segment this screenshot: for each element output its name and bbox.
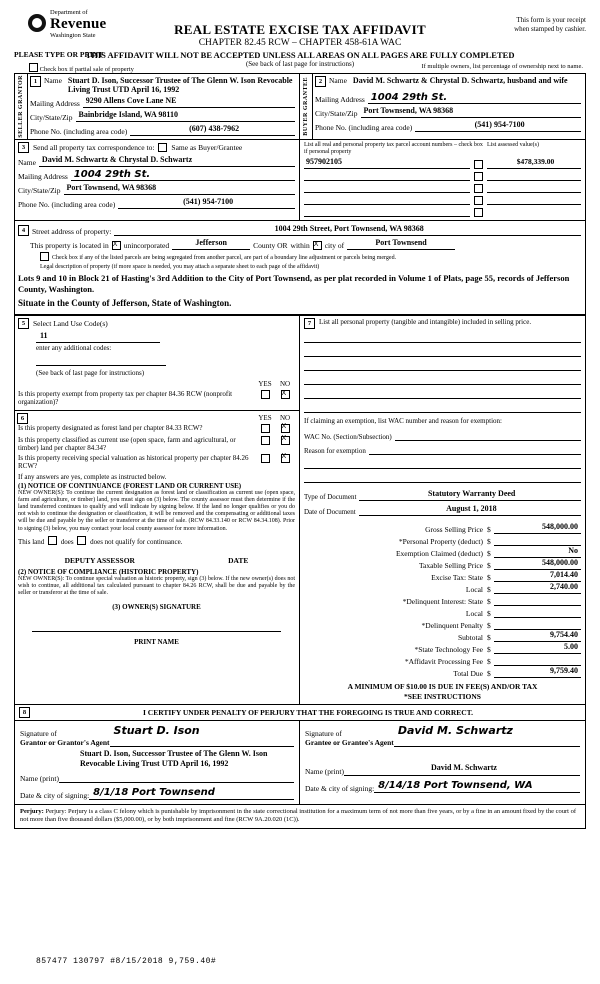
section-4 bbox=[14, 221, 586, 315]
corr-name-label: Name bbox=[18, 158, 36, 168]
type-of-document-label: Type of Document bbox=[304, 493, 357, 502]
buyer-mailing-label: Mailing Address bbox=[315, 95, 365, 104]
owner-signature-line[interactable] bbox=[32, 621, 281, 632]
assessed-value-2[interactable] bbox=[487, 181, 581, 193]
assessed-heading: List assessed value(s) bbox=[487, 142, 539, 149]
see-back-note: (See back of last page for instructions) bbox=[36, 369, 145, 378]
partial-sale-checkbox-group[interactable] bbox=[29, 63, 134, 73]
parcel-number-1[interactable] bbox=[304, 169, 470, 181]
delinquent-penalty-value[interactable] bbox=[494, 618, 581, 630]
parcel-personal-checkbox-1[interactable] bbox=[474, 172, 483, 181]
street-address-label: Street address of property: bbox=[32, 227, 112, 237]
total-due-label: Total Due bbox=[453, 669, 483, 679]
parcel-heading: List all real and personal property tax parcel account numbers – check box if personal property bbox=[304, 142, 483, 156]
exemption-claim-label: If claiming an exemption, list WAC number and reason for exemption: bbox=[304, 417, 502, 426]
partial-sale-label: Check box if partial sale of property bbox=[39, 66, 134, 73]
grantee-name-print-label: Name (print) bbox=[305, 767, 344, 777]
section-3 bbox=[14, 139, 586, 221]
owners-signature-title: (3) OWNER(S) SIGNATURE bbox=[112, 603, 201, 612]
dollar-sign: $ bbox=[487, 633, 491, 643]
date-of-document-value[interactable]: August 1, 2018 bbox=[359, 504, 581, 516]
parcel-row bbox=[304, 157, 483, 169]
partial-sale-checkbox[interactable] bbox=[29, 63, 38, 72]
tax-row bbox=[304, 558, 581, 570]
dollar-sign: $ bbox=[487, 537, 491, 547]
notice-compliance-title: (2) NOTICE OF COMPLIANCE (HISTORIC PROPERTY) bbox=[18, 567, 199, 576]
type-or-print-label: PLEASE TYPE OR PRINT bbox=[14, 50, 104, 59]
tax-row bbox=[304, 594, 581, 606]
minimum-due-note: A MINIMUM OF $10.00 IS DUE IN FEE(S) AND/OR TAX *SEE INSTRUCTIONS bbox=[347, 682, 538, 701]
delinquent-interest-local-value[interactable] bbox=[494, 606, 581, 618]
parcel-number-2[interactable] bbox=[304, 181, 470, 193]
revenue-label: Revenue bbox=[50, 15, 107, 32]
dollar-sign: $ bbox=[487, 549, 491, 559]
yes-header-6: YES bbox=[258, 413, 272, 422]
seller-mailing-value[interactable]: 9290 Allens Cove Lane NE bbox=[83, 96, 295, 108]
section-4-number: 4 bbox=[18, 225, 29, 236]
tax-row bbox=[304, 570, 581, 582]
buyer-phone-label: Phone No. (including area code) bbox=[315, 123, 413, 132]
assessed-value-3[interactable] bbox=[487, 193, 581, 205]
historic-row bbox=[18, 454, 295, 470]
grantee-signature-label: Signature of Grantee or Grantee's Agent bbox=[305, 729, 394, 748]
forest-land-no-checkbox[interactable] bbox=[281, 424, 290, 433]
seller-citystate-value[interactable]: Bainbridge Island, WA 98110 bbox=[76, 110, 296, 122]
no-header-5: NO bbox=[279, 380, 291, 389]
parcel-row bbox=[304, 181, 483, 193]
section-7-header bbox=[304, 318, 581, 329]
grantor-signature-label: Signature of Grantor or Grantor's Agent bbox=[20, 729, 110, 748]
taxable-selling-price-value[interactable]: 548,000.00 bbox=[494, 558, 581, 570]
grantee-date-label: Date & city of signing: bbox=[305, 784, 375, 794]
parcel-personal-checkbox-0[interactable] bbox=[474, 160, 483, 169]
parcel-number-4[interactable] bbox=[304, 205, 470, 217]
segregation-note: Check box if any of the listed parcels are being segregated from another parcel, are part of a boundary line adjustment or parcels being merged. bbox=[52, 255, 397, 262]
sections-5-6-7 bbox=[14, 315, 586, 705]
excise-tax-local-value[interactable]: 2,740.00 bbox=[494, 582, 581, 594]
personal-property-line-2[interactable] bbox=[304, 346, 581, 357]
agency-logo bbox=[28, 10, 106, 39]
certify-statement: I CERTIFY UNDER PENALTY OF PERJURY THAT THE FOREGOING IS TRUE AND CORRECT. bbox=[142, 708, 473, 718]
exempt-question-row bbox=[18, 390, 295, 406]
section-3-title: Send all property tax correspondence to: bbox=[33, 143, 155, 153]
seller-block bbox=[15, 74, 300, 139]
excise-tax-state-value[interactable]: 7,014.40 bbox=[494, 570, 581, 582]
seller-citystate-label: City/State/Zip bbox=[30, 113, 73, 123]
delinquent-interest-local-label: Local bbox=[465, 609, 483, 619]
reason-exemption-line-3[interactable] bbox=[304, 472, 581, 483]
notice-continuance-body: NEW OWNER(S): To continue the current designation as forest land or classification as current use (open space, farm and agriculture, or timber) land, you must sign on (3) below. The county assessor must then determine if the land transferred continues to qualify and will indicate by signing below. If the land no longer qualifies or you do not wish to continue the designation or classification, it will be removed and the compensating or additional taxes will be due and payable by the seller or transferor at the time of sale. (RCW 84.33.140 or RCW 84.34.108). Prior to signing (3) below, you may contact your local county assessor for more information. bbox=[18, 489, 295, 532]
personal-property-line-3[interactable] bbox=[304, 360, 581, 371]
perjury-label: Perjury: bbox=[20, 808, 44, 816]
seller-section-number: 1 bbox=[30, 76, 41, 87]
tax-row bbox=[304, 630, 581, 642]
perjury-notice bbox=[15, 804, 585, 827]
exemption-claimed-value[interactable]: No bbox=[494, 546, 581, 558]
buyer-side-label: BUYER GRANTEE bbox=[300, 74, 313, 139]
parcel-list bbox=[304, 157, 483, 217]
assessed-value-1[interactable] bbox=[487, 169, 581, 181]
dollar-sign: $ bbox=[487, 561, 491, 571]
parcel-personal-checkbox-3[interactable] bbox=[474, 196, 483, 205]
buyer-section-number: 2 bbox=[315, 76, 326, 87]
unincorporated-label: unincorporated bbox=[123, 241, 170, 251]
parcel-personal-checkbox-4[interactable] bbox=[474, 208, 483, 217]
forest-land-row bbox=[18, 424, 295, 434]
exempt-question-text: Is this property exempt from property tax per chapter 84.36 RCW (nonprofit organization)? bbox=[18, 390, 233, 407]
current-use-question: Is this property classified as current use (open space, farm and agricultural, or timber) land per chapter 84.34? bbox=[18, 435, 236, 452]
tax-calculation-table bbox=[304, 522, 581, 678]
grantor-name-print-label: Name (print) bbox=[20, 774, 59, 784]
same-as-buyer-label: Same as Buyer/Grantee bbox=[171, 143, 243, 153]
personal-property-line-1[interactable] bbox=[304, 332, 581, 343]
section-7-column bbox=[300, 316, 585, 704]
dollar-sign: $ bbox=[487, 645, 491, 655]
does-not-qualify-checkbox[interactable] bbox=[77, 536, 86, 545]
section-3-header bbox=[18, 142, 295, 153]
seller-name-value[interactable]: Stuart D. Ison, Successor Trustee of The Glenn W. Ison Revocable Living Trust UTD April 16, 1992 bbox=[67, 76, 293, 95]
reason-exemption-line-2[interactable] bbox=[304, 458, 581, 469]
notice-continuance-title: (1) NOTICE OF CONTINUANCE (FOREST LAND OR CURRENT USE) bbox=[18, 481, 242, 490]
subtotal-value[interactable]: 9,754.40 bbox=[494, 630, 581, 642]
form-notice: THIS AFFIDAVIT WILL NOT BE ACCEPTED UNLESS ALL AREAS ON ALL PAGES ARE FULLY COMPLETED bbox=[85, 50, 515, 60]
historic-no-checkbox[interactable] bbox=[281, 454, 290, 463]
no-header-6: NO bbox=[279, 413, 291, 422]
grantee-signature-block bbox=[300, 721, 585, 804]
personal-property-deduct-value[interactable] bbox=[494, 534, 581, 546]
seller-mailing-label: Mailing Address bbox=[30, 99, 80, 109]
page-title: REAL ESTATE EXCISE TAX AFFIDAVIT bbox=[174, 22, 426, 37]
receipt-note: This form is your receipt when stamped by cashier. bbox=[514, 16, 586, 33]
buyer-mailing-value[interactable]: 1004 29th St. bbox=[368, 92, 581, 104]
section-5-title: Select Land Use Code(s) bbox=[33, 319, 108, 329]
section-8-header bbox=[15, 705, 585, 721]
historic-question: Is this property receiving special valuation as historical property per chapter 84.26 RCW? bbox=[18, 453, 249, 470]
dollar-sign: $ bbox=[487, 597, 491, 607]
this-land-label: This land bbox=[18, 537, 45, 546]
dollar-sign: $ bbox=[487, 585, 491, 595]
forest-land-yes-checkbox[interactable] bbox=[261, 424, 270, 433]
tax-row bbox=[304, 642, 581, 654]
city-checkbox[interactable] bbox=[313, 241, 322, 250]
grantor-signature-value[interactable]: Stuart D. Ison bbox=[110, 724, 294, 747]
city-name-value[interactable]: Port Townsend bbox=[347, 238, 455, 250]
yes-header-5: YES bbox=[258, 380, 272, 389]
corr-citystate-label: City/State/Zip bbox=[18, 186, 61, 196]
dollar-sign: $ bbox=[487, 621, 491, 631]
dollar-sign: $ bbox=[487, 657, 491, 667]
seller-name-label: Name bbox=[44, 76, 62, 85]
forest-land-question: Is this property designated as forest land per chapter 84.33 RCW? bbox=[18, 423, 203, 432]
buyer-name-value[interactable]: David M. Schwartz & Chrystal D. Schwartz, husband and wife bbox=[352, 76, 568, 85]
section-7-title: List all personal property (tangible and intangible) included in selling price. bbox=[319, 318, 532, 327]
buyer-name-label: Name bbox=[329, 76, 347, 85]
buyer-citystate-label: City/State/Zip bbox=[315, 109, 358, 118]
current-use-row bbox=[18, 436, 295, 452]
dollar-sign: $ bbox=[487, 609, 491, 619]
tax-row bbox=[304, 522, 581, 534]
assessed-value-0[interactable]: $478,339.00 bbox=[487, 157, 581, 169]
situate-line: Situate in the County of Jefferson, State of Washington. bbox=[18, 298, 232, 309]
personal-property-line-6[interactable] bbox=[304, 402, 581, 413]
grantor-date-value[interactable]: 8/1/18 Port Townsend bbox=[89, 787, 294, 800]
exemption-claimed-label: Exemption Claimed (deduct) bbox=[395, 549, 483, 559]
total-due-value[interactable]: 9,759.40 bbox=[494, 666, 581, 678]
grantee-name-print-value[interactable]: David M. Schwartz bbox=[344, 763, 580, 776]
exempt-yes-checkbox[interactable] bbox=[261, 390, 270, 399]
tax-row bbox=[304, 534, 581, 546]
corr-mailing-label: Mailing Address bbox=[18, 172, 68, 182]
county-name-value[interactable]: Jefferson bbox=[172, 238, 250, 250]
current-use-yes-checkbox[interactable] bbox=[261, 436, 270, 445]
section-5-number: 5 bbox=[18, 318, 29, 329]
parcel-personal-checkbox-2[interactable] bbox=[474, 184, 483, 193]
subtotal-label: Subtotal bbox=[457, 633, 483, 643]
corr-name-value[interactable]: David M. Schwartz & Chrystal D. Schwartz bbox=[39, 155, 295, 167]
state-label: Washington State bbox=[50, 31, 96, 39]
parcel-row bbox=[304, 169, 483, 181]
section-3-number: 3 bbox=[18, 142, 29, 153]
receipt-stamp: 857477 130797 #8/15/2018 9,759.40# bbox=[36, 957, 217, 966]
grantor-name-print-value[interactable] bbox=[59, 770, 294, 783]
reason-exemption-value[interactable] bbox=[369, 443, 581, 455]
print-name-label: PRINT NAME bbox=[134, 638, 179, 647]
corr-phone-value[interactable]: (541) 954-7100 bbox=[118, 197, 295, 209]
county-or-label: County OR bbox=[253, 241, 288, 251]
affidavit-processing-fee-value[interactable] bbox=[494, 654, 581, 666]
historic-yes-checkbox[interactable] bbox=[261, 454, 270, 463]
multiple-owners-note: If multiple owners, list percentage of ownership next to name. bbox=[421, 63, 583, 70]
reason-exemption-label: Reason for exemption bbox=[304, 447, 366, 456]
tax-row bbox=[304, 666, 581, 678]
tax-row bbox=[304, 618, 581, 630]
delinquent-penalty-label: *Delinquent Penalty bbox=[421, 621, 483, 631]
tax-row bbox=[304, 606, 581, 618]
seller-side-label: SELLER GRANTOR bbox=[15, 74, 28, 139]
corr-citystate-value[interactable]: Port Townsend, WA 98368 bbox=[64, 183, 296, 195]
affidavit-processing-fee-label: *Affidavit Processing Fee bbox=[404, 657, 483, 667]
type-of-document-value[interactable]: Statutory Warranty Deed bbox=[359, 489, 581, 501]
corr-mailing-value[interactable]: 1004 29th St. bbox=[71, 169, 295, 181]
section-8 bbox=[14, 705, 586, 828]
dollar-sign: $ bbox=[487, 669, 491, 679]
parcel-number-0[interactable]: 957902105 bbox=[304, 157, 470, 169]
notice-compliance-body: NEW OWNER(S): To continue special valuation as historic property, sign (3) below. If the new owner(s) does not wish to continue, all additional tax calculated pursuant to chapter 84.26 RCW, shall be due and payable by the seller or transferor at the time of sale. bbox=[18, 575, 295, 597]
tax-row bbox=[304, 582, 581, 594]
assessor-signature-row bbox=[18, 556, 295, 565]
dollar-sign: $ bbox=[487, 573, 491, 583]
grantor-signature-block bbox=[15, 721, 300, 804]
revenue-seal-icon bbox=[28, 14, 46, 32]
delinquent-interest-state-value[interactable] bbox=[494, 594, 581, 606]
does-qualify-checkbox[interactable] bbox=[48, 536, 57, 545]
seller-phone-label: Phone No. (including area code) bbox=[30, 127, 128, 137]
does-not-label: does not qualify for continuance. bbox=[90, 537, 183, 546]
grantee-signature-value[interactable]: David M. Schwartz bbox=[394, 724, 580, 747]
state-technology-fee-value[interactable]: 5.00 bbox=[494, 642, 581, 654]
if-yes-note: If any answers are yes, complete as instructed below. bbox=[18, 472, 167, 481]
additional-codes-input[interactable] bbox=[36, 355, 166, 366]
perjury-text: Perjury: Perjury is a class C felony which is punishable by imprisonment in the state correctional institution for a maximum term of not more than five years, or by a fine in an amount fixed by the court of not more than five thousand dollars ($5,000.00), or by both imprisonment and fine (RCW 9A.20.020 (1C)). bbox=[20, 808, 576, 824]
form-subtitle: CHAPTER 82.45 RCW – CHAPTER 458-61A WAC bbox=[198, 38, 402, 48]
assessed-value-list bbox=[487, 157, 581, 217]
buyer-phone-value[interactable]: (541) 954-7100 bbox=[415, 120, 581, 132]
form-notice-secondary: (See back of last page for instructions) bbox=[245, 60, 355, 68]
segregation-checkbox[interactable] bbox=[40, 252, 49, 261]
does-label: does bbox=[60, 537, 74, 546]
same-as-buyer-checkbox[interactable] bbox=[158, 143, 167, 152]
state-technology-fee-label: *State Technology Fee bbox=[414, 645, 483, 655]
corr-phone-label: Phone No. (including area code) bbox=[18, 200, 116, 210]
gross-selling-price-value[interactable]: 548,000.00 bbox=[494, 522, 581, 534]
gross-selling-price-label: Gross Selling Price bbox=[425, 525, 483, 535]
personal-property-deduct-label: *Personal Property (deduct) bbox=[398, 537, 483, 547]
assessor-date-label: DATE bbox=[228, 555, 249, 565]
exempt-no-checkbox[interactable] bbox=[281, 390, 290, 399]
street-address-value[interactable]: 1004 29th Street, Port Townsend, WA 98368 bbox=[114, 224, 581, 236]
tax-row bbox=[304, 654, 581, 666]
parcel-row bbox=[304, 193, 483, 205]
buyer-citystate-value[interactable]: Port Townsend, WA 98368 bbox=[361, 106, 582, 118]
section-5-header bbox=[18, 318, 295, 329]
date-of-document-label: Date of Document bbox=[304, 508, 356, 517]
seller-phone-value[interactable]: (607) 438-7962 bbox=[130, 124, 295, 136]
parties-section bbox=[14, 73, 586, 139]
section-5-6-column bbox=[15, 316, 300, 704]
wac-number-label: WAC No. (Section/Subsection) bbox=[304, 433, 392, 442]
taxable-selling-price-label: Taxable Selling Price bbox=[418, 561, 483, 571]
section-7-number: 7 bbox=[304, 318, 315, 329]
section-6-number: 6 bbox=[17, 413, 28, 424]
parcel-row bbox=[304, 205, 483, 217]
personal-property-line-5[interactable] bbox=[304, 388, 581, 399]
legal-description-note: Legal description of property (if more space is needed, you may attach a separate sheet to each page of the affidavit) bbox=[40, 264, 320, 271]
current-use-no-checkbox[interactable] bbox=[281, 436, 290, 445]
unincorporated-checkbox[interactable] bbox=[112, 241, 121, 250]
deputy-assessor-label: DEPUTY ASSESSOR bbox=[64, 555, 135, 565]
excise-tax-state-label: Excise Tax: State bbox=[431, 573, 483, 583]
legal-description-value[interactable]: Lots 9 and 10 in Block 21 of Hasting's 3rd Addition to the City of Port Townsend, as per plat recorded in Volume 1 of Plats, page 55, records of Jefferson County, Washington. bbox=[18, 273, 570, 294]
wac-number-value[interactable] bbox=[395, 429, 581, 441]
tax-row bbox=[304, 546, 581, 558]
delinquent-interest-state-label: *Delinquent Interest: State bbox=[402, 597, 483, 607]
city-of-label: city of bbox=[324, 241, 345, 251]
grantee-date-value[interactable]: 8/14/18 Port Townsend, WA bbox=[374, 780, 580, 793]
excise-tax-local-label: Local bbox=[465, 585, 483, 595]
grantor-signature-caption: Stuart D. Ison, Successor Trustee of The Glenn W. Ison Revocable Living Trust UTD April 16, 1992 bbox=[80, 749, 268, 768]
additional-codes-label: enter any additional codes: bbox=[36, 344, 112, 353]
within-label: within bbox=[290, 241, 310, 251]
located-in-label: This property is located in bbox=[30, 241, 109, 251]
personal-property-line-4[interactable] bbox=[304, 374, 581, 385]
department-label: Department of bbox=[50, 9, 88, 16]
buyer-block bbox=[300, 74, 585, 139]
parcel-number-3[interactable] bbox=[304, 193, 470, 205]
land-use-code-value[interactable]: 11 bbox=[36, 331, 160, 343]
section-8-number: 8 bbox=[19, 707, 30, 718]
dollar-sign: $ bbox=[487, 525, 491, 535]
grantor-date-label: Date & city of signing: bbox=[20, 791, 90, 801]
continuance-qualify-row bbox=[18, 536, 295, 546]
